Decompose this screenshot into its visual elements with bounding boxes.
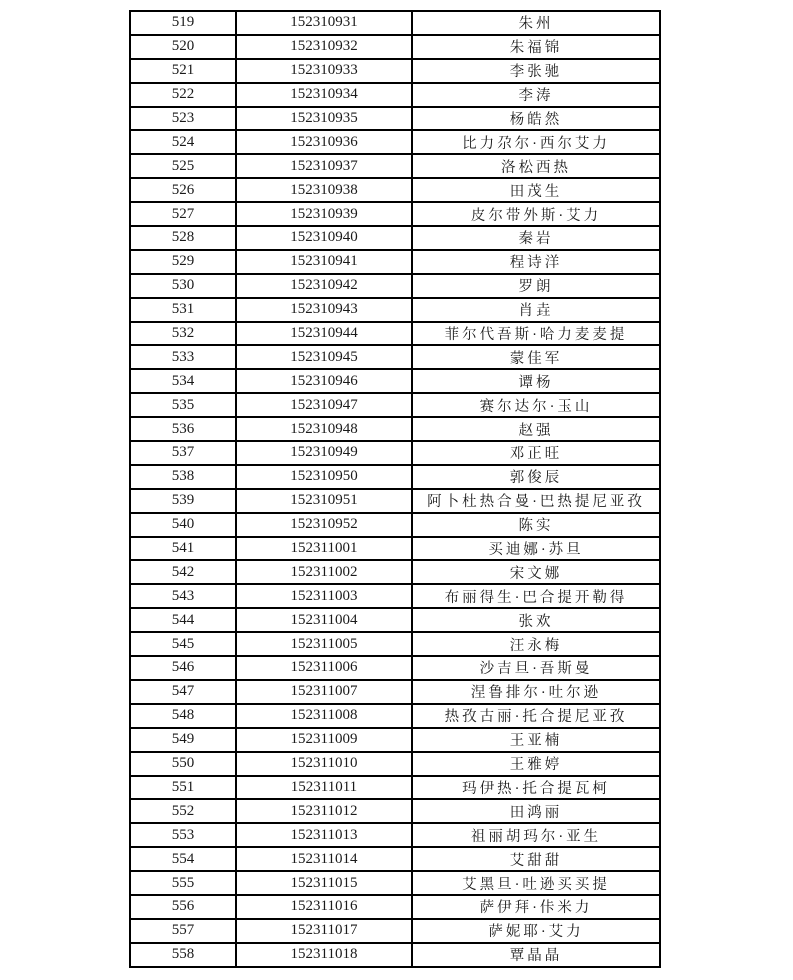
student-name-cell: 杨皓然 xyxy=(412,107,660,131)
student-name-cell: 布丽得生·巴合提开勒得 xyxy=(412,584,660,608)
row-number-cell: 554 xyxy=(130,847,236,871)
row-number-cell: 530 xyxy=(130,274,236,298)
row-number-cell: 552 xyxy=(130,799,236,823)
student-name-cell: 宋文娜 xyxy=(412,560,660,584)
row-number-cell: 557 xyxy=(130,919,236,943)
row-number-cell: 548 xyxy=(130,704,236,728)
student-name-cell: 涅鲁排尔·吐尔逊 xyxy=(412,680,660,704)
student-id-cell: 152311014 xyxy=(236,847,412,871)
row-number-cell: 533 xyxy=(130,345,236,369)
table-row xyxy=(130,537,660,561)
student-name-cell: 李涛 xyxy=(412,83,660,107)
student-name-cell: 热孜古丽·托合提尼亚孜 xyxy=(412,704,660,728)
row-number-cell: 553 xyxy=(130,823,236,847)
student-id-cell: 152310948 xyxy=(236,417,412,441)
student-name-cell: 萨妮耶·艾力 xyxy=(412,919,660,943)
table-row xyxy=(130,465,660,489)
table-row xyxy=(130,895,660,919)
table-row xyxy=(130,11,660,35)
student-id-cell: 152311002 xyxy=(236,560,412,584)
student-id-cell: 152310936 xyxy=(236,130,412,154)
table-row xyxy=(130,345,660,369)
table-row xyxy=(130,226,660,250)
student-name-cell: 赵强 xyxy=(412,417,660,441)
table-row xyxy=(130,202,660,226)
student-id-cell: 152310946 xyxy=(236,369,412,393)
student-name-cell: 谭杨 xyxy=(412,369,660,393)
row-number-cell: 521 xyxy=(130,59,236,83)
student-id-cell: 152310940 xyxy=(236,226,412,250)
student-name-cell: 赛尔达尔·玉山 xyxy=(412,393,660,417)
student-name-cell: 肖垚 xyxy=(412,298,660,322)
student-id-cell: 152311008 xyxy=(236,704,412,728)
student-name-cell: 阿卜杜热合曼·巴热提尼亚孜 xyxy=(412,489,660,513)
table-row xyxy=(130,489,660,513)
student-id-cell: 152311016 xyxy=(236,895,412,919)
table-row xyxy=(130,584,660,608)
table-row xyxy=(130,322,660,346)
student-name-cell: 田茂生 xyxy=(412,178,660,202)
row-number-cell: 538 xyxy=(130,465,236,489)
student-name-cell: 李张驰 xyxy=(412,59,660,83)
row-number-cell: 524 xyxy=(130,130,236,154)
student-name-cell: 蒙佳军 xyxy=(412,345,660,369)
row-number-cell: 534 xyxy=(130,369,236,393)
row-number-cell: 526 xyxy=(130,178,236,202)
row-number-cell: 540 xyxy=(130,513,236,537)
row-number-cell: 555 xyxy=(130,871,236,895)
row-number-cell: 525 xyxy=(130,154,236,178)
table-row xyxy=(130,728,660,752)
table-row xyxy=(130,943,660,967)
row-number-cell: 527 xyxy=(130,202,236,226)
student-name-cell: 皮尔带外斯·艾力 xyxy=(412,202,660,226)
student-id-cell: 152311012 xyxy=(236,799,412,823)
table-row xyxy=(130,776,660,800)
table-row xyxy=(130,107,660,131)
student-id-cell: 152311006 xyxy=(236,656,412,680)
table-row xyxy=(130,393,660,417)
student-id-cell: 152310944 xyxy=(236,322,412,346)
table-row xyxy=(130,823,660,847)
table-row xyxy=(130,59,660,83)
row-number-cell: 547 xyxy=(130,680,236,704)
student-name-cell: 洛松西热 xyxy=(412,154,660,178)
row-number-cell: 520 xyxy=(130,35,236,59)
row-number-cell: 522 xyxy=(130,83,236,107)
student-id-cell: 152310937 xyxy=(236,154,412,178)
student-name-cell: 祖丽胡玛尔·亚生 xyxy=(412,823,660,847)
row-number-cell: 546 xyxy=(130,656,236,680)
row-number-cell: 551 xyxy=(130,776,236,800)
table-row xyxy=(130,441,660,465)
student-id-cell: 152311017 xyxy=(236,919,412,943)
student-id-cell: 152310943 xyxy=(236,298,412,322)
roster-table-body xyxy=(130,11,660,967)
student-id-cell: 152310947 xyxy=(236,393,412,417)
row-number-cell: 535 xyxy=(130,393,236,417)
row-number-cell: 543 xyxy=(130,584,236,608)
row-number-cell: 536 xyxy=(130,417,236,441)
student-name-cell: 覃晶晶 xyxy=(412,943,660,967)
table-row xyxy=(130,919,660,943)
student-id-cell: 152310949 xyxy=(236,441,412,465)
row-number-cell: 558 xyxy=(130,943,236,967)
table-row xyxy=(130,871,660,895)
student-id-cell: 152310934 xyxy=(236,83,412,107)
student-name-cell: 沙吉旦·吾斯曼 xyxy=(412,656,660,680)
student-id-cell: 152311001 xyxy=(236,537,412,561)
student-id-cell: 152310938 xyxy=(236,178,412,202)
row-number-cell: 549 xyxy=(130,728,236,752)
student-id-cell: 152310950 xyxy=(236,465,412,489)
student-id-cell: 152310935 xyxy=(236,107,412,131)
table-row xyxy=(130,752,660,776)
table-row xyxy=(130,274,660,298)
student-id-cell: 152311013 xyxy=(236,823,412,847)
table-row xyxy=(130,83,660,107)
student-id-cell: 152311004 xyxy=(236,608,412,632)
student-name-cell: 买迪娜·苏旦 xyxy=(412,537,660,561)
student-id-cell: 152310941 xyxy=(236,250,412,274)
student-id-cell: 152310952 xyxy=(236,513,412,537)
student-id-cell: 152310945 xyxy=(236,345,412,369)
row-number-cell: 545 xyxy=(130,632,236,656)
table-row xyxy=(130,608,660,632)
table-row xyxy=(130,130,660,154)
table-row xyxy=(130,656,660,680)
student-name-cell: 玛伊热·托合提瓦柯 xyxy=(412,776,660,800)
table-row xyxy=(130,560,660,584)
student-id-cell: 152310951 xyxy=(236,489,412,513)
table-row xyxy=(130,704,660,728)
row-number-cell: 542 xyxy=(130,560,236,584)
student-id-cell: 152311007 xyxy=(236,680,412,704)
student-id-cell: 152311011 xyxy=(236,776,412,800)
row-number-cell: 529 xyxy=(130,250,236,274)
row-number-cell: 519 xyxy=(130,11,236,35)
student-id-cell: 152310942 xyxy=(236,274,412,298)
student-name-cell: 萨伊拜·佧米力 xyxy=(412,895,660,919)
student-name-cell: 张欢 xyxy=(412,608,660,632)
table-row xyxy=(130,513,660,537)
student-id-cell: 152310933 xyxy=(236,59,412,83)
row-number-cell: 532 xyxy=(130,322,236,346)
row-number-cell: 528 xyxy=(130,226,236,250)
student-name-cell: 艾黑旦·吐逊买买提 xyxy=(412,871,660,895)
student-name-cell: 比力尕尔·西尔艾力 xyxy=(412,130,660,154)
student-name-cell: 汪永梅 xyxy=(412,632,660,656)
student-name-cell: 邓正旺 xyxy=(412,441,660,465)
table-row xyxy=(130,799,660,823)
table-row xyxy=(130,847,660,871)
student-name-cell: 王亚楠 xyxy=(412,728,660,752)
student-name-cell: 艾甜甜 xyxy=(412,847,660,871)
table-row xyxy=(130,680,660,704)
table-row xyxy=(130,154,660,178)
student-name-cell: 程诗洋 xyxy=(412,250,660,274)
table-row xyxy=(130,632,660,656)
student-id-cell: 152310932 xyxy=(236,35,412,59)
table-row xyxy=(130,250,660,274)
student-id-cell: 152310931 xyxy=(236,11,412,35)
table-row xyxy=(130,35,660,59)
table-row xyxy=(130,369,660,393)
row-number-cell: 550 xyxy=(130,752,236,776)
student-roster-table xyxy=(129,10,661,968)
student-id-cell: 152311005 xyxy=(236,632,412,656)
row-number-cell: 523 xyxy=(130,107,236,131)
table-row xyxy=(130,298,660,322)
student-name-cell: 秦岩 xyxy=(412,226,660,250)
student-id-cell: 152311018 xyxy=(236,943,412,967)
student-id-cell: 152311010 xyxy=(236,752,412,776)
student-name-cell: 朱福锦 xyxy=(412,35,660,59)
student-id-cell: 152311009 xyxy=(236,728,412,752)
table-row xyxy=(130,178,660,202)
student-name-cell: 田鸿丽 xyxy=(412,799,660,823)
student-name-cell: 朱州 xyxy=(412,11,660,35)
row-number-cell: 556 xyxy=(130,895,236,919)
table-row xyxy=(130,417,660,441)
student-name-cell: 罗朗 xyxy=(412,274,660,298)
student-name-cell: 菲尔代吾斯·哈力麦麦提 xyxy=(412,322,660,346)
student-id-cell: 152311015 xyxy=(236,871,412,895)
student-name-cell: 王雅婷 xyxy=(412,752,660,776)
row-number-cell: 539 xyxy=(130,489,236,513)
row-number-cell: 544 xyxy=(130,608,236,632)
student-name-cell: 郭俊辰 xyxy=(412,465,660,489)
row-number-cell: 531 xyxy=(130,298,236,322)
student-id-cell: 152310939 xyxy=(236,202,412,226)
student-id-cell: 152311003 xyxy=(236,584,412,608)
student-name-cell: 陈实 xyxy=(412,513,660,537)
row-number-cell: 541 xyxy=(130,537,236,561)
row-number-cell: 537 xyxy=(130,441,236,465)
